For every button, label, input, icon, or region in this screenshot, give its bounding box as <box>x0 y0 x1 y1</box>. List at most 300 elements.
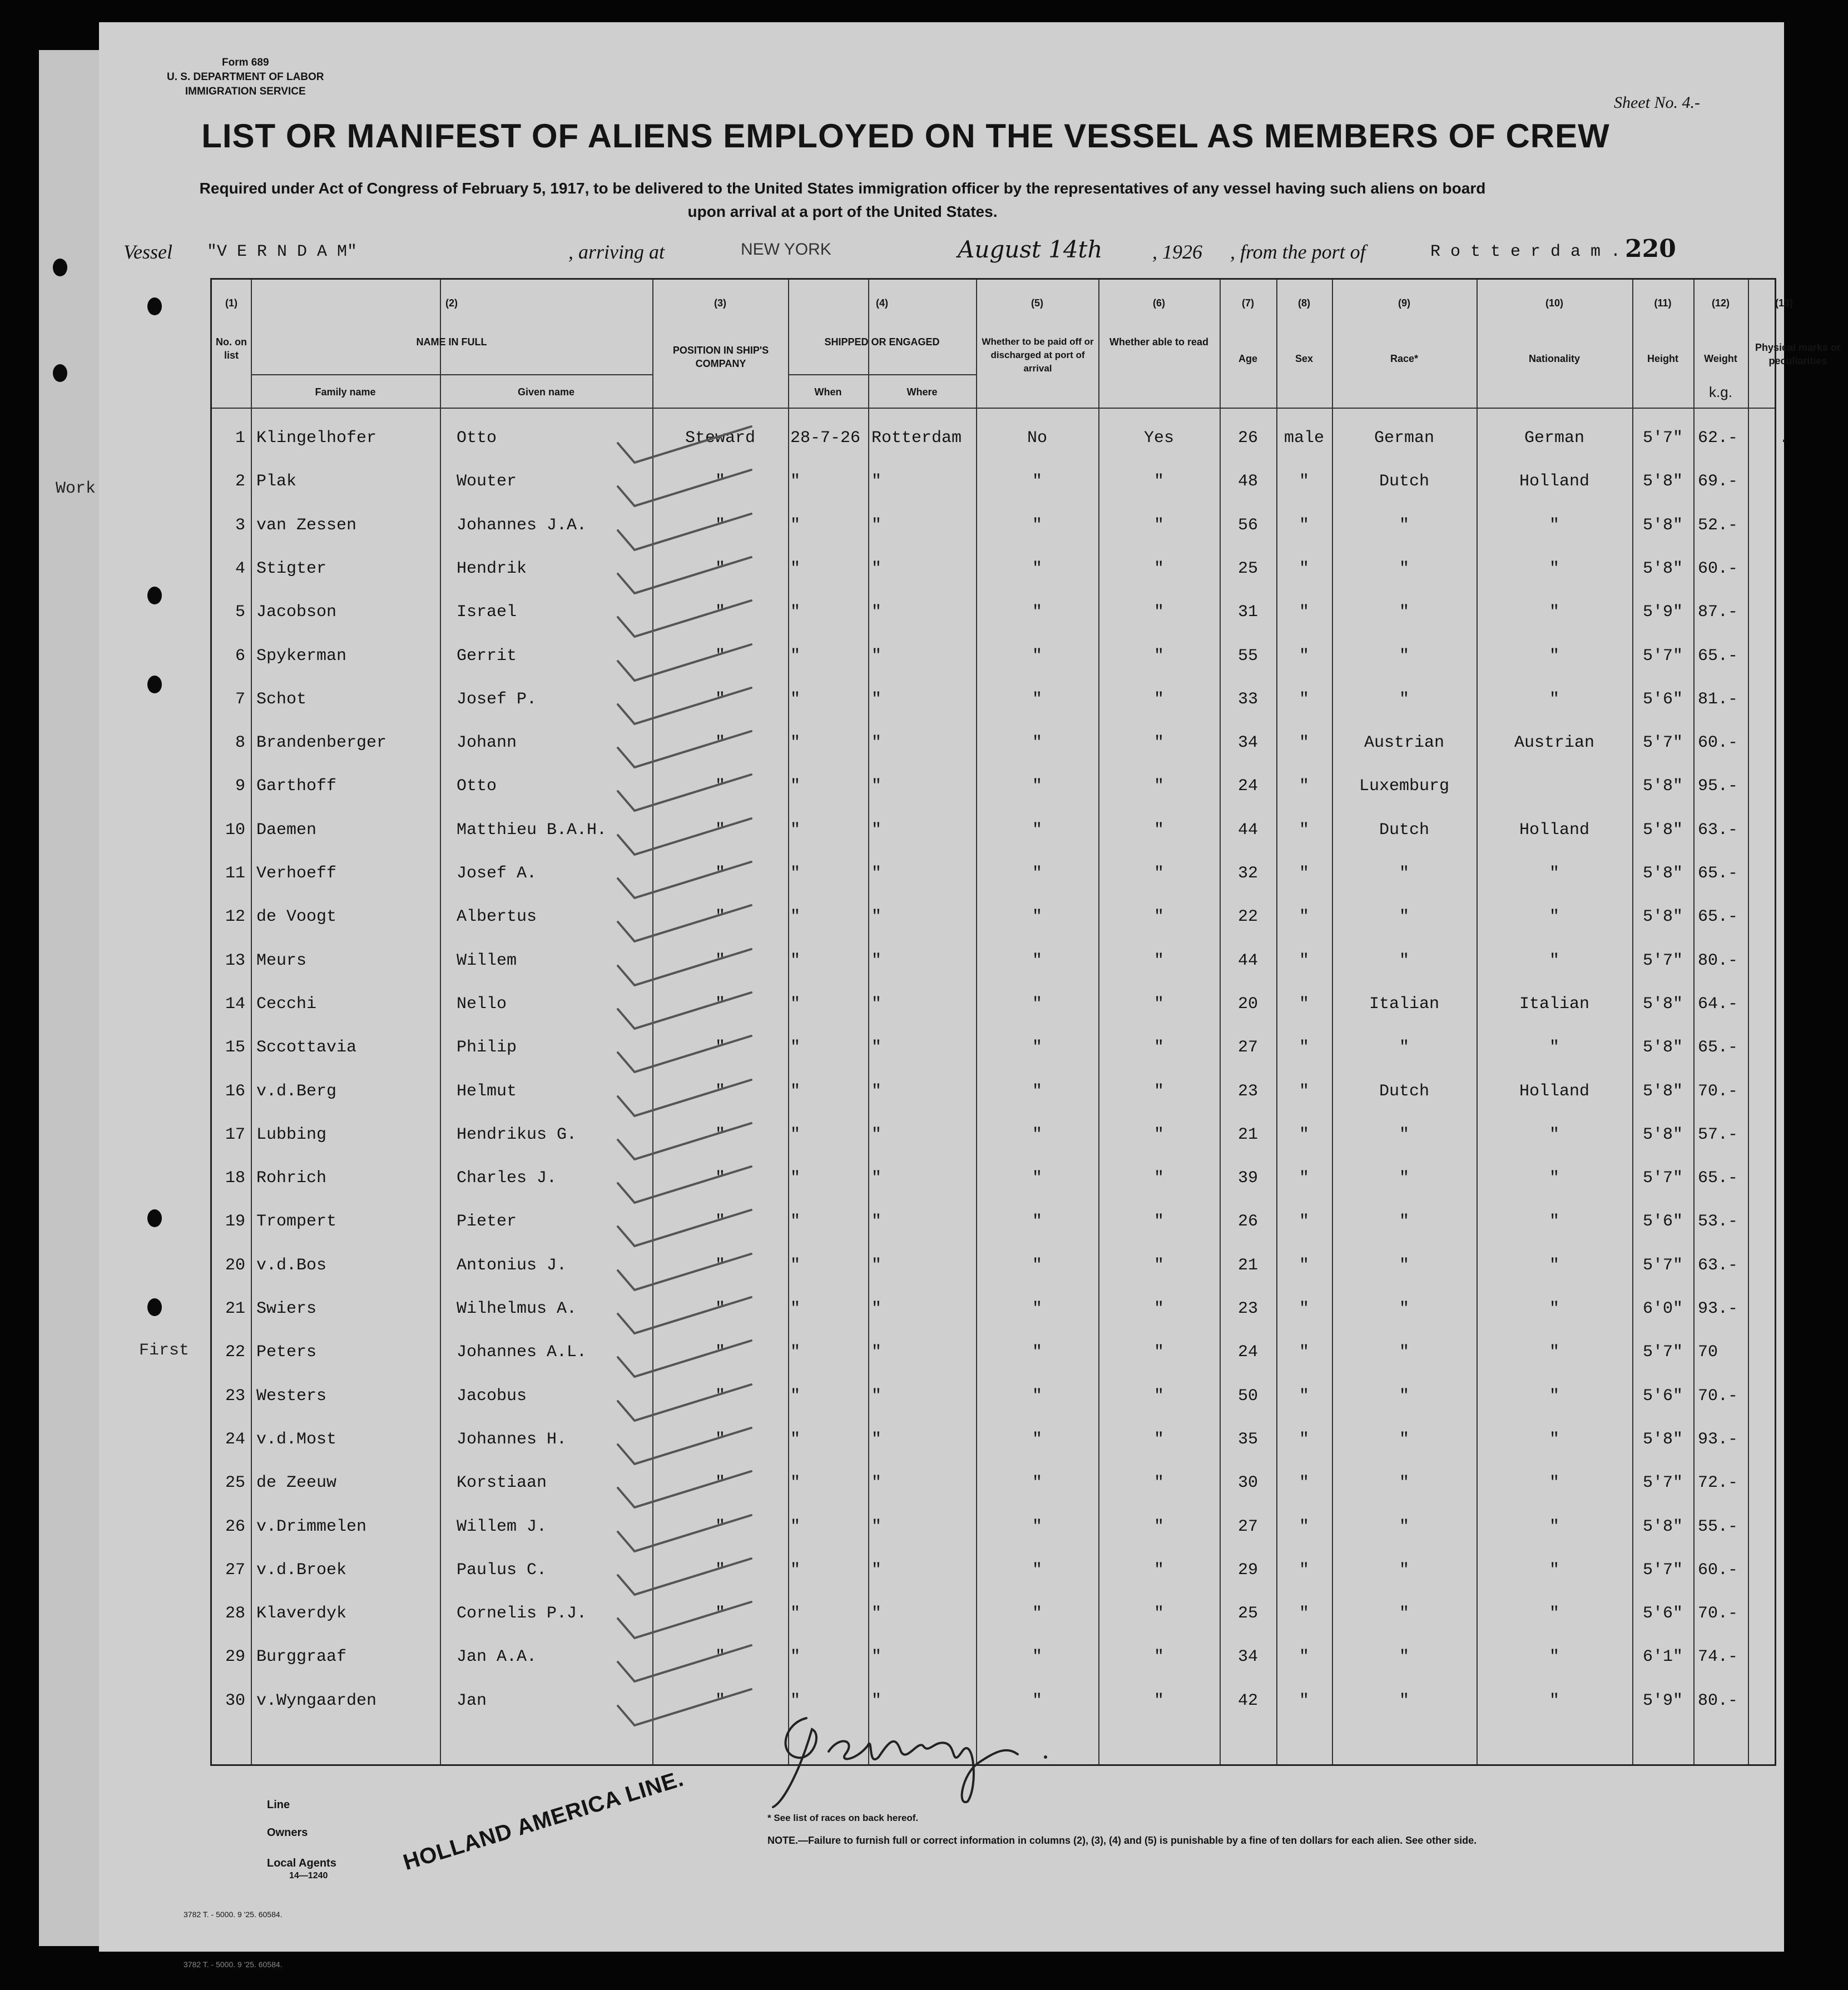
able-to-read: " <box>1153 472 1164 492</box>
header-position: POSITION IN SHIP'S COMPANY <box>672 345 769 369</box>
given-name: Johannes J.A. <box>457 515 587 535</box>
race: Austrian <box>1364 733 1445 753</box>
shipped-when: " <box>790 559 801 578</box>
height: 5'6" <box>1642 1386 1683 1406</box>
shipped-when: " <box>790 1691 801 1710</box>
weight: 65.- <box>1698 646 1738 666</box>
family-name: Spykerman <box>256 646 347 666</box>
paid-off: " <box>1032 820 1042 840</box>
able-to-read: " <box>1153 820 1164 840</box>
position: " <box>715 951 725 970</box>
header-name-in-full: NAME IN FULL <box>416 336 487 348</box>
height: 5'8" <box>1642 907 1683 927</box>
header-family-name: Family name <box>315 386 376 398</box>
weight-unit: k.g. <box>1709 384 1732 400</box>
given-name: Paulus C. <box>457 1560 547 1580</box>
shipped-when: " <box>790 1517 801 1536</box>
given-name: Otto <box>457 429 497 448</box>
age: 24 <box>1237 777 1258 796</box>
col-num-3: (3) <box>714 297 726 309</box>
col-num-1: (1) <box>225 297 237 309</box>
shipped-where: " <box>871 1299 882 1318</box>
position: Steward <box>685 429 756 448</box>
shipped-when: " <box>790 1386 801 1406</box>
shipped-where: " <box>871 1038 882 1058</box>
race: Dutch <box>1379 472 1429 492</box>
family-name: de Zeeuw <box>256 1473 337 1493</box>
weight: 80.- <box>1698 951 1738 970</box>
sex: male <box>1284 429 1324 448</box>
footer-line-label: Line <box>267 1799 290 1811</box>
shipped-when: " <box>790 864 801 883</box>
position: " <box>715 994 725 1014</box>
underlying-page-edge <box>39 50 107 1946</box>
race: " <box>1399 864 1409 883</box>
shipped-when: " <box>790 1299 801 1318</box>
height: 5'8" <box>1642 515 1683 535</box>
shipped-when: " <box>790 1430 801 1449</box>
row-number: 4 <box>235 559 245 578</box>
sex: " <box>1299 951 1309 970</box>
age: 44 <box>1237 820 1258 840</box>
header-age: Age <box>1238 353 1257 364</box>
sex: " <box>1299 777 1309 796</box>
race: " <box>1399 1604 1409 1624</box>
height: 5'7" <box>1642 646 1683 666</box>
nationality: " <box>1549 515 1559 535</box>
nationality: " <box>1549 864 1559 883</box>
sex: " <box>1299 1038 1309 1058</box>
weight: 60.- <box>1698 1560 1738 1580</box>
weight: 65.- <box>1698 1169 1738 1188</box>
header-given-name: Given name <box>517 386 575 398</box>
weight: 93.- <box>1698 1299 1738 1318</box>
weight: 93.- <box>1698 1430 1738 1449</box>
nationality: " <box>1549 1125 1559 1144</box>
age: 26 <box>1237 429 1258 448</box>
row-number: 8 <box>235 733 245 753</box>
given-name: Hendrikus G. <box>457 1125 577 1144</box>
shipped-when: " <box>790 1038 801 1058</box>
paid-off: " <box>1032 994 1042 1014</box>
position: " <box>715 1604 725 1624</box>
family-name: de Voogt <box>256 907 337 927</box>
nationality: " <box>1549 1169 1559 1188</box>
race: German <box>1374 429 1435 448</box>
able-to-read: " <box>1153 603 1164 622</box>
row-number: 24 <box>225 1430 245 1449</box>
height: 5'8" <box>1642 864 1683 883</box>
family-name: Westers <box>256 1386 327 1406</box>
col-num-5: (5) <box>1031 297 1043 309</box>
family-name: Plak <box>256 472 297 492</box>
print-code-edge: 3782 T. - 5000. 9 '25. 60584. <box>184 1960 283 1969</box>
races-note: * See list of races on back hereof. <box>767 1813 919 1823</box>
arrival-year: , 1926 <box>1152 241 1202 263</box>
header-physical-marks: Physical marks or peculiarities <box>1755 342 1841 366</box>
row-number: 29 <box>225 1647 245 1667</box>
age: 21 <box>1237 1255 1258 1275</box>
paid-off: " <box>1032 1560 1042 1580</box>
able-to-read: " <box>1153 646 1164 666</box>
paid-off: No <box>1027 429 1047 448</box>
weight: 95.- <box>1698 777 1738 796</box>
race: " <box>1399 603 1409 622</box>
sex: " <box>1299 515 1309 535</box>
vessel-label: Vessel <box>123 241 172 263</box>
given-name: Cornelis P.J. <box>457 1604 587 1624</box>
table-row <box>212 985 1775 1028</box>
shipped-when: " <box>790 1169 801 1188</box>
row-number: 17 <box>225 1125 245 1144</box>
shipped-where: Rotterdam <box>871 429 962 448</box>
position: " <box>715 1038 725 1058</box>
shipped-where: " <box>871 1691 882 1710</box>
height: 5'8" <box>1642 994 1683 1014</box>
family-name: Burggraaf <box>256 1647 347 1667</box>
row-number: 6 <box>235 646 245 666</box>
shipped-when: " <box>790 820 801 840</box>
row-number: 5 <box>235 603 245 622</box>
signature <box>762 1701 1073 1813</box>
able-to-read: " <box>1153 1604 1164 1624</box>
race: " <box>1399 1255 1409 1275</box>
position: " <box>715 1255 725 1275</box>
race: Dutch <box>1379 1081 1429 1101</box>
age: 34 <box>1237 733 1258 753</box>
sex: " <box>1299 907 1309 927</box>
footer-agents-code: 14—1240 <box>289 1871 328 1880</box>
able-to-read: Yes <box>1143 429 1174 448</box>
given-name: Wouter <box>457 472 517 492</box>
given-name: Antonius J. <box>457 1255 567 1275</box>
able-to-read: " <box>1153 1647 1164 1667</box>
table-row <box>212 1115 1775 1159</box>
position: " <box>715 1691 725 1710</box>
sex: " <box>1299 1517 1309 1536</box>
race: " <box>1399 646 1409 666</box>
col-num-6: (6) <box>1153 297 1165 309</box>
position: " <box>715 820 725 840</box>
punch-hole <box>147 676 162 693</box>
sex: " <box>1299 689 1309 709</box>
family-name: Lubbing <box>256 1125 327 1144</box>
table-row <box>212 1202 1775 1245</box>
shipped-where: " <box>871 1430 882 1449</box>
able-to-read: " <box>1153 907 1164 927</box>
weight: 65.- <box>1698 864 1738 883</box>
race: Dutch <box>1379 820 1429 840</box>
position: " <box>715 1647 725 1667</box>
table-row <box>212 767 1775 810</box>
shipped-when: " <box>790 907 801 927</box>
margin-note-work: Work <box>56 479 96 498</box>
nationality: Italian <box>1519 994 1590 1014</box>
given-name: Helmut <box>457 1081 517 1101</box>
table-row <box>212 811 1775 854</box>
vessel-line <box>123 235 1681 268</box>
height: 5'6" <box>1642 689 1683 709</box>
weight: 55.- <box>1698 1517 1738 1536</box>
row-number: 20 <box>225 1255 245 1275</box>
shipped-where: " <box>871 472 882 492</box>
nationality: German <box>1524 429 1585 448</box>
paid-off: " <box>1032 1299 1042 1318</box>
position: " <box>715 1299 725 1318</box>
document-subtitle: Required under Act of Congress of February 5, 1917, to be delivered to the United States immigration officer by the representatives of any vessel having such aliens on board upon arrival at a port of the United States. <box>199 180 1486 220</box>
table-row <box>212 419 1789 462</box>
height: 5'7" <box>1642 1169 1683 1188</box>
table-row <box>212 723 1775 767</box>
family-name: Stigter <box>256 559 327 578</box>
arriving-label: , arriving at <box>568 241 665 263</box>
nationality: " <box>1549 1560 1559 1580</box>
nationality: " <box>1549 1473 1559 1493</box>
height: 5'9" <box>1642 603 1683 622</box>
height: 5'8" <box>1642 472 1683 492</box>
given-name: Hendrik <box>457 559 527 578</box>
shipped-where: " <box>871 603 882 622</box>
shipped-where: " <box>871 777 882 796</box>
given-name: Albertus <box>457 907 537 927</box>
height: 5'8" <box>1642 1038 1683 1058</box>
paid-off: " <box>1032 603 1042 622</box>
weight: 63.- <box>1698 1255 1738 1275</box>
table-row <box>212 1594 1775 1637</box>
shipped-when: 28-7-26 <box>790 429 861 448</box>
print-code: 3782 T. - 5000. 9 '25. 60584. <box>184 1910 283 1919</box>
race: " <box>1399 1647 1409 1667</box>
sex: " <box>1299 1691 1309 1710</box>
punch-hole <box>147 297 162 315</box>
age: 25 <box>1237 1604 1258 1624</box>
margin-note-first: First <box>139 1341 190 1360</box>
given-name: Jan <box>457 1691 487 1710</box>
shipped-where: " <box>871 994 882 1014</box>
table-row <box>212 1420 1775 1463</box>
sex: " <box>1299 646 1309 666</box>
race: " <box>1399 1212 1409 1232</box>
weight: 62.- <box>1698 429 1738 448</box>
shipped-where: " <box>871 820 882 840</box>
able-to-read: " <box>1153 994 1164 1014</box>
shipped-where: " <box>871 1125 882 1144</box>
vessel-name: "V E R N D A M" <box>207 242 358 261</box>
able-to-read: " <box>1153 1517 1164 1536</box>
row-number: 21 <box>225 1299 245 1318</box>
able-to-read: " <box>1153 1386 1164 1406</box>
age: 27 <box>1237 1517 1258 1536</box>
family-name: Verhoeff <box>256 864 337 883</box>
table-row <box>212 593 1775 636</box>
given-name: Nello <box>457 994 507 1014</box>
paid-off: " <box>1032 515 1042 535</box>
sex: " <box>1299 1343 1309 1362</box>
paid-off: " <box>1032 951 1042 970</box>
nationality: " <box>1549 907 1559 927</box>
sex: " <box>1299 1560 1309 1580</box>
shipped-where: " <box>871 1343 882 1362</box>
table-row <box>212 941 1775 985</box>
header-nationality: Nationality <box>1528 353 1580 364</box>
height: 5'7" <box>1642 951 1683 970</box>
shipped-when: " <box>790 1343 801 1362</box>
family-name: v.Wyngaarden <box>256 1691 377 1710</box>
position: " <box>715 1473 725 1493</box>
age: 27 <box>1237 1038 1258 1058</box>
paid-off: " <box>1032 1604 1042 1624</box>
able-to-read: " <box>1153 1343 1164 1362</box>
col-num-9: (9) <box>1398 297 1410 309</box>
weight: 70 <box>1698 1343 1718 1362</box>
table-row <box>212 549 1775 593</box>
paid-off: " <box>1032 1647 1042 1667</box>
family-name: Brandenberger <box>256 733 387 753</box>
race: " <box>1399 1691 1409 1710</box>
header-shipped: SHIPPED OR ENGAGED <box>824 336 940 348</box>
family-name: Trompert <box>256 1212 337 1232</box>
race: " <box>1399 1517 1409 1536</box>
family-name: Klingelhofer <box>256 429 377 448</box>
shipped-when: " <box>790 733 801 753</box>
nationality: Holland <box>1519 820 1590 840</box>
family-name: Rohrich <box>256 1169 327 1188</box>
given-name: Gerrit <box>457 646 517 666</box>
able-to-read: " <box>1153 951 1164 970</box>
family-name: Klaverdyk <box>256 1604 347 1624</box>
weight: 69.- <box>1698 472 1738 492</box>
crew-manifest-table <box>210 278 1841 1766</box>
age: 44 <box>1237 951 1258 970</box>
row-number: 13 <box>225 951 245 970</box>
age: 31 <box>1237 603 1258 622</box>
paid-off: " <box>1032 1386 1042 1406</box>
paid-off: " <box>1032 1430 1042 1449</box>
nationality: " <box>1549 1517 1559 1536</box>
family-name: Schot <box>256 689 307 709</box>
header-sex: Sex <box>1295 353 1314 364</box>
age: 56 <box>1237 515 1258 535</box>
weight: 70.- <box>1698 1604 1738 1624</box>
family-name: v.Drimmelen <box>256 1517 367 1536</box>
able-to-read: " <box>1153 1038 1164 1058</box>
position: " <box>715 689 725 709</box>
height: 5'7" <box>1642 1343 1683 1362</box>
position: " <box>715 1212 725 1232</box>
paid-off: " <box>1032 472 1042 492</box>
row-number: 19 <box>225 1212 245 1232</box>
sex: " <box>1299 1386 1309 1406</box>
position: " <box>715 864 725 883</box>
sheet-number: Sheet No. 4.- <box>1614 93 1700 112</box>
weight: 63.- <box>1698 820 1738 840</box>
header-where: Where <box>906 386 938 398</box>
able-to-read: " <box>1153 689 1164 709</box>
sex: " <box>1299 1430 1309 1449</box>
header-race: Race* <box>1390 353 1419 364</box>
shipped-when: " <box>790 1255 801 1275</box>
sex: " <box>1299 1604 1309 1624</box>
nationality: " <box>1549 1647 1559 1667</box>
row-number: 9 <box>235 777 245 796</box>
shipped-when: " <box>790 646 801 666</box>
shipped-where: " <box>871 907 882 927</box>
position: " <box>715 515 725 535</box>
shipped-when: " <box>790 777 801 796</box>
family-name: Jacobson <box>256 603 337 622</box>
height: 5'7" <box>1642 1560 1683 1580</box>
weight: 72.- <box>1698 1473 1738 1493</box>
table-row <box>212 1377 1775 1420</box>
shipped-when: " <box>790 1473 801 1493</box>
family-name: Garthoff <box>256 777 337 796</box>
check-mark-icon <box>612 1684 757 1734</box>
able-to-read: " <box>1153 1081 1164 1101</box>
row-number: 27 <box>225 1560 245 1580</box>
age: 39 <box>1237 1169 1258 1188</box>
table-row <box>212 1289 1775 1333</box>
penalty-note: NOTE.—Failure to furnish full or correct information in columns (2), (3), (4) and (5) is punishable by a fine of ten dollars for each alien. See other side. <box>767 1835 1477 1846</box>
shipped-when: " <box>790 1125 801 1144</box>
arrival-date: August 14th <box>958 236 1103 263</box>
sex: " <box>1299 1255 1309 1275</box>
family-name: Daemen <box>256 820 317 840</box>
sex: " <box>1299 1081 1309 1101</box>
service-name: IMMIGRATION SERVICE <box>185 86 306 97</box>
given-name: Willem J. <box>457 1517 547 1536</box>
shipped-when: " <box>790 472 801 492</box>
col-num-8: (8) <box>1298 297 1310 309</box>
position: " <box>715 1386 725 1406</box>
given-name: Jan A.A. <box>457 1647 537 1667</box>
nationality: Austrian <box>1514 733 1595 753</box>
given-name: Korstiaan <box>457 1473 547 1493</box>
paid-off: " <box>1032 864 1042 883</box>
age: 23 <box>1237 1081 1258 1101</box>
family-name: Swiers <box>256 1299 317 1318</box>
position: " <box>715 733 725 753</box>
age: 30 <box>1237 1473 1258 1493</box>
col-num-10: (10) <box>1545 297 1563 309</box>
able-to-read: " <box>1153 1212 1164 1232</box>
row-number: 22 <box>225 1343 245 1362</box>
age: 35 <box>1237 1430 1258 1449</box>
shipped-when: " <box>790 994 801 1014</box>
height: 5'8" <box>1642 559 1683 578</box>
weight: 60.- <box>1698 733 1738 753</box>
form-header-box <box>167 56 324 99</box>
race: " <box>1399 907 1409 927</box>
punch-hole <box>147 1298 162 1316</box>
sex: " <box>1299 1647 1309 1667</box>
row-number: 15 <box>225 1038 245 1058</box>
able-to-read: " <box>1153 1473 1164 1493</box>
header-paid-off: Whether to be paid off or discharged at port of arrival <box>982 336 1094 374</box>
shipped-where: " <box>871 733 882 753</box>
line-stamp: HOLLAND AMERICA LINE. <box>400 1766 687 1875</box>
position: " <box>715 1169 725 1188</box>
sex: " <box>1299 559 1309 578</box>
from-port-label: , from the port of <box>1230 241 1366 263</box>
row-number: 18 <box>225 1169 245 1188</box>
shipped-when: " <box>790 689 801 709</box>
position: " <box>715 472 725 492</box>
departure-port: R o t t e r d a m . <box>1430 242 1621 261</box>
shipped-where: " <box>871 1647 882 1667</box>
table-row <box>212 1072 1775 1115</box>
weight: 57.- <box>1698 1125 1738 1144</box>
position: " <box>715 1343 725 1362</box>
